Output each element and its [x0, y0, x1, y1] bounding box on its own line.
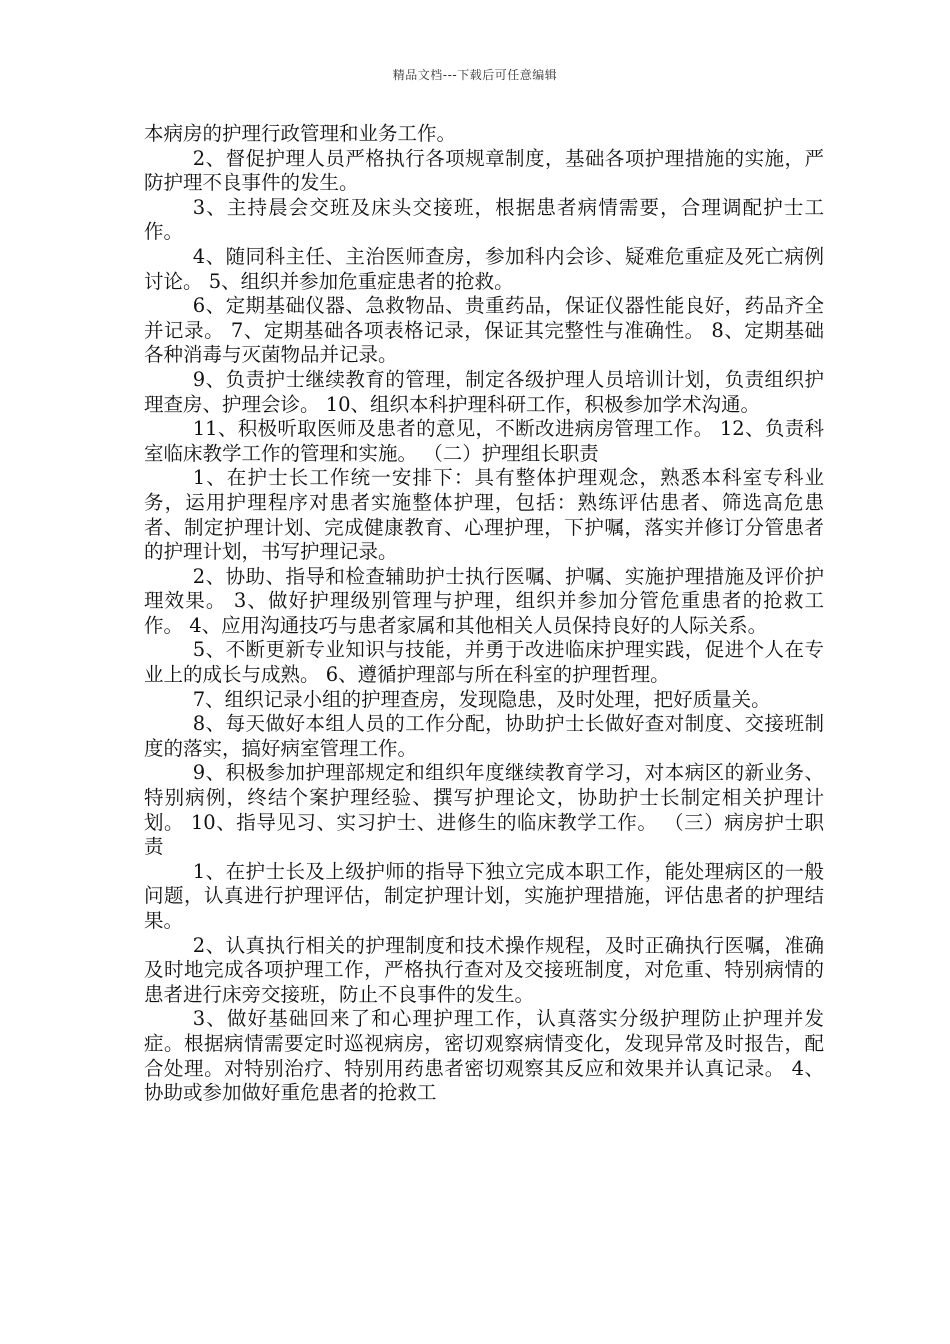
paragraph: 7、组织记录小组的护理查房，发现隐患，及时处理，把好质量关。 [192, 687, 771, 711]
paragraph: 本病房的护理行政管理和业务工作。 [144, 122, 457, 145]
paragraph: 8、每天做好本组人员的工作分配，协助护士长做好查对制度、交接班制度的落实，搞好病室管理工作。 [144, 712, 824, 760]
paragraph: 4、随同科主任、主治医师查房，参加科内会诊、疑难危重症及死亡病例讨论。 5、组织并参加危重症患者的抢救。 [144, 244, 824, 293]
paragraph: 9、积极参加护理部规定和组织年度继续教育学习，对本病区的新业务、特别病例，终结个案护理经验、撰写护理论文，协助护士长制定相关护理计划。 10、指导见习、实习护士、进修生的临床教学工作。 （三）病房护士职责 [144, 761, 824, 859]
paragraph: 1、在护士长工作统一安排下：具有整体护理观念，熟悉本科室专科业务，运用护理程序对患者实施整体护理，包括：熟练评估患者、筛选高危患者、制定护理计划、完成健康教育、心理护理，下护嘱，落实并修订分管患者的护理计划，书写护理记录。 [144, 466, 824, 564]
document-body [144, 122, 824, 1106]
paragraph: 2、督促护理人员严格执行各项规章制度，基础各项护理措施的实施，严防护理不良事件的发生。 [144, 146, 824, 195]
paragraph: 6、定期基础仪器、急救物品、贵重药品，保证仪器性能良好，药品齐全并记录。 7、定期基础各项表格记录，保证其完整性与准确性。 8、定期基础各种消毒与灭菌物品并记录。 [144, 294, 824, 367]
page-header: 精品文档---下载后可任意编辑 [392, 68, 558, 82]
paragraph: 3、主持晨会交班及床头交接班，根据患者病情需要，合理调配护士工作。 [144, 195, 824, 244]
paragraph: 2、协助、指导和检查辅助护士执行医嘱、护嘱、实施护理措施及评价护理效果。 3、做好护理级别管理与护理，组织并参加分管危重患者的抢救工作。 4、应用沟通技巧与患者家属和其他相关人员保持良好的人际关系。 [144, 564, 824, 637]
paragraph: 5、不断更新专业知识与技能，并勇于改进临床护理实践，促进个人在专业上的成长与成熟。 6、遵循护理部与所在科室的护理哲理。 [144, 638, 824, 687]
paragraph: 9、负责护士继续教育的管理，制定各级护理人员培训计划，负责组织护理查房、护理会诊。 10、组织本科护理科研工作，积极参加学术沟通。 [144, 367, 824, 416]
paragraph: 11、积极听取医师及患者的意见，不断改进病房管理工作。 12、负责科室临床教学工作的管理和实施。 （二）护理组长职责 [144, 417, 824, 465]
paragraph: 1、在护士长及上级护师的指导下独立完成本职工作，能处理病区的一般问题，认真进行护理评估，制定护理计划，实施护理措施，评估患者的护理结果。 [144, 859, 824, 932]
paragraph: 3、做好基础回来了和心理护理工作，认真落实分级护理防止护理并发症。根据病情需要定时巡视病房，密切观察病情变化，发现异常及时报告，配合处理。对特别治疗、特别用药患者密切观察其反应和效果并认真记录。 4、协助或参加做好重危患者的抢救工 [144, 1007, 824, 1105]
paragraph: 2、认真执行相关的护理制度和技术操作规程，及时正确执行医嘱，准确及时地完成各项护理工作，严格执行查对及交接班制度，对危重、特别病情的患者进行床旁交接班，防止不良事件的发生。 [144, 933, 824, 1006]
